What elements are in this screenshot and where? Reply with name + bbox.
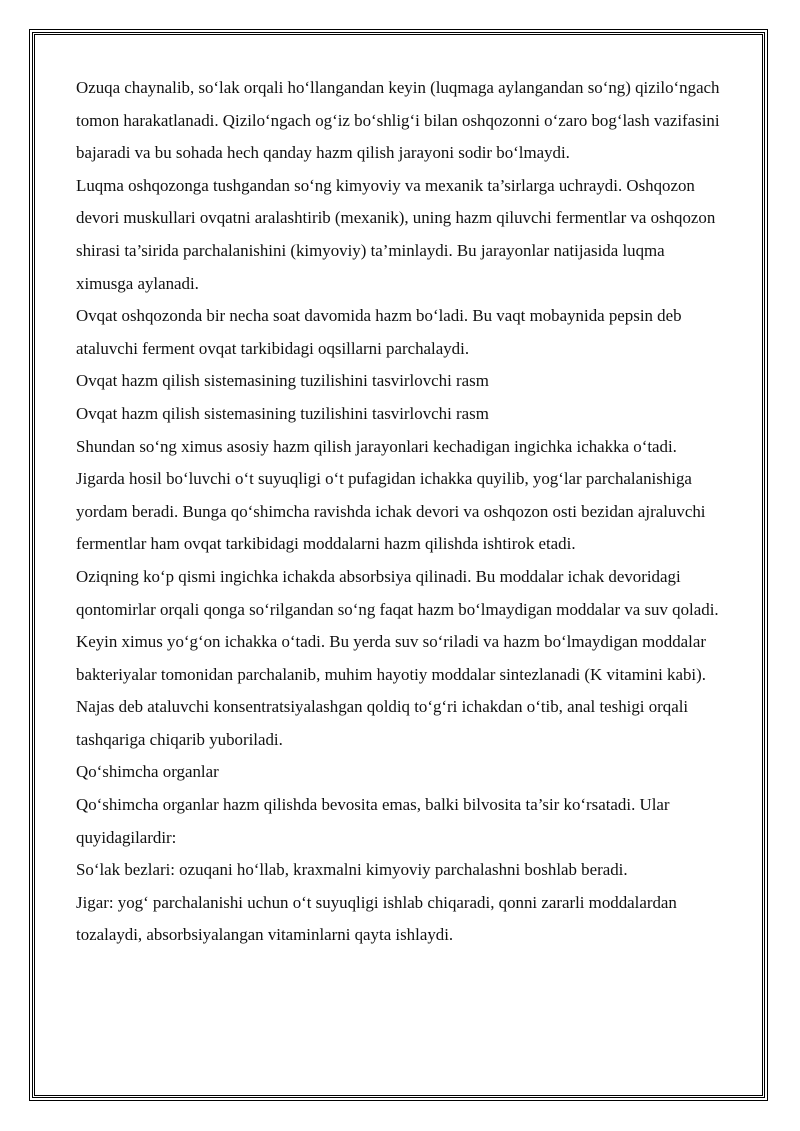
list-item-salivary-glands: So‘lak bezlari: ozuqani ho‘llab, kraxmalni kimyoviy parchalashni boshlab beradi.: [76, 860, 628, 880]
list-item-liver: Jigar: yog‘ parchalanishi uchun o‘t suyuqligi ishlab chiqaradi, qonni zararli moddalardan tozalaydi, absorbsiyalangan vitaminlarni qayta ishlaydi.: [76, 892, 677, 945]
paragraph-stomach-effects: Luqma oshqozonga tushgandan so‘ng kimyoviy va mexanik ta’sirlarga uchraydi. Oshqozon devori muskullari ovqatni aralashtirib (mexanik), uning hazm qiluvchi fermentlar va oshqozon shirasi ta’sirida parchalanishini (kimyoviy) ta’minlaydi. Bu jarayonlar natijasida luqma ximusga aylanadi.: [76, 175, 716, 293]
paragraph-accessory-intro: Qo‘shimcha organlar hazm qilishda bevosita emas, balki bilvosita ta’sir ko‘rsatadi. Ular quyidagilardir:: [76, 795, 670, 847]
document-body: [76, 72, 726, 952]
figure-caption-repeat: Ovqat hazm qilish sistemasining tuzilishini tasvirlovchi rasm: [76, 403, 489, 423]
paragraph-pepsin: Ovqat oshqozonda bir necha soat davomida hazm bo‘ladi. Bu vaqt mobaynida pepsin deb ataluvchi ferment ovqat tarkibidagi oqsillarni parchalaydi.: [76, 306, 682, 358]
paragraph-large-intestine: Keyin ximus yo‘g‘on ichakka o‘tadi. Bu yerda suv so‘riladi va hazm bo‘lmaydigan moddalar bakteriyalar tomonidan parchalanib, muhim hayotiy moddalar sintezlanadi (K vitamini kabi). Najas deb ataluvchi konsentratsiyalashgan qoldiq to‘g‘ri ichakdan o‘tib, anal teshigi orqali tashqariga chiqarib yuboriladi.: [76, 632, 706, 749]
paragraph-small-intestine: Shundan so‘ng ximus asosiy hazm qilish jarayonlari kechadigan ingichka ichakka o‘tadi. Jigarda hosil bo‘luvchi o‘t suyuqligi o‘t pufagidan ichakka quyilib, yog‘lar parchalanishiga yordam beradi. Bunga qo‘shimcha ravishda ichak devori va oshqozon osti bezidan ajraluvchi fermentlar ham ovqat tarkibidagi moddalarni hazm qilishda ishtirok etadi.: [76, 436, 706, 554]
section-heading-accessory-organs: Qo‘shimcha organlar: [76, 762, 219, 782]
figure-caption: Ovqat hazm qilish sistemasining tuzilishini tasvirlovchi rasm: [76, 371, 489, 391]
paragraph-absorption: Oziqning ko‘p qismi ingichka ichakda absorbsiya qilinadi. Bu moddalar ichak devoridagi qontomirlar orqali qonga so‘rilgandan so‘ng faqat hazm bo‘lmaydigan moddalar va suv qoladi.: [76, 566, 719, 619]
paragraph-esophagus: Ozuqa chaynalib, so‘lak orqali ho‘llangandan keyin (luqmaga aylangandan so‘ng) qizilo‘ngach tomon harakatlanadi. Qizilo‘ngach og‘iz bo‘shlig‘i bilan oshqozonni o‘zaro bog‘lash vazifasini bajaradi va bu sohada hech qanday hazm qilish jarayoni sodir bo‘lmaydi.: [76, 78, 720, 163]
